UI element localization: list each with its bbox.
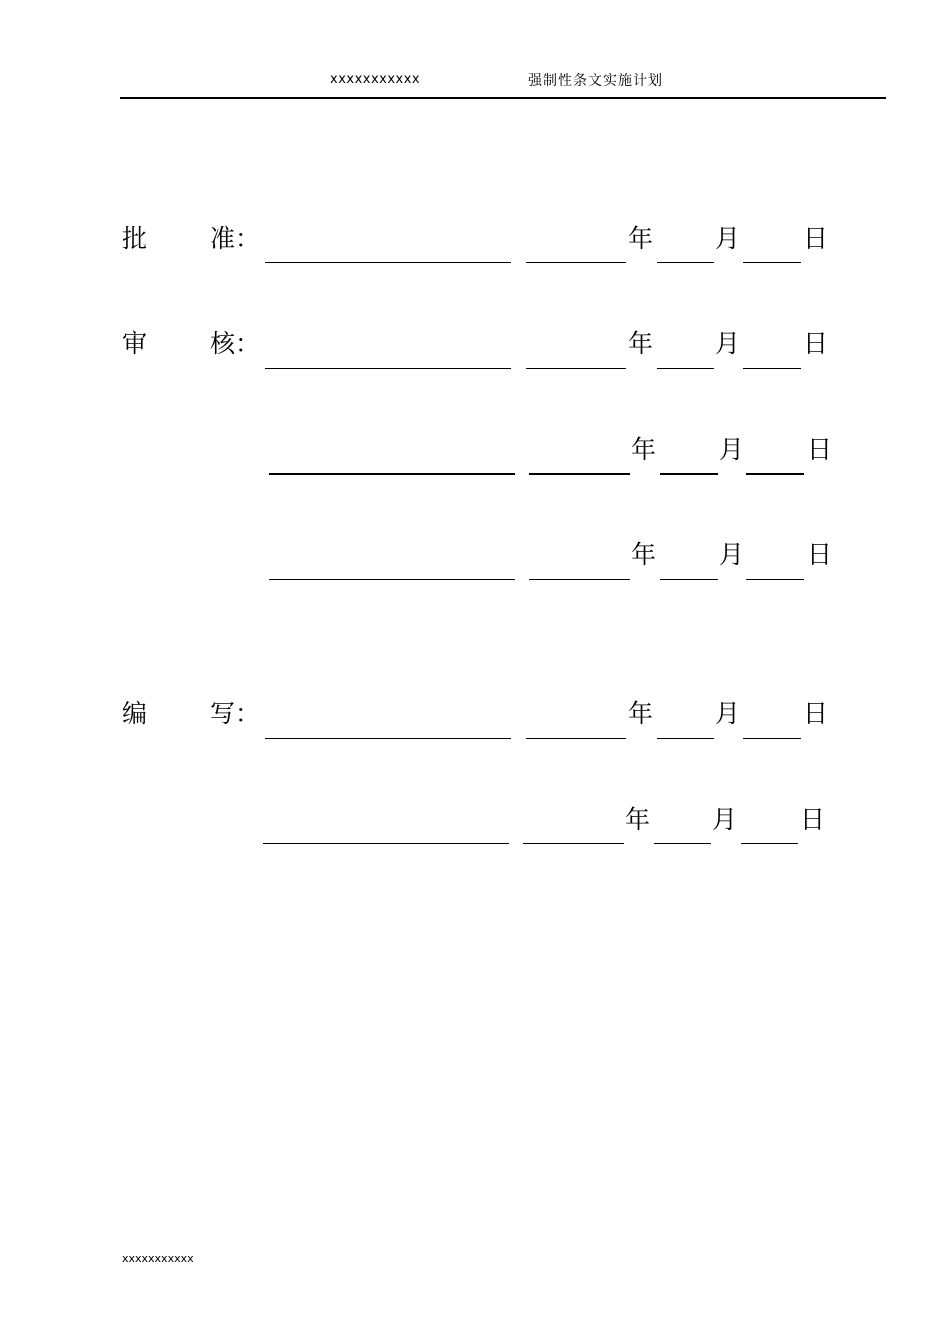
label-char-2: 准： [210, 224, 261, 253]
label-char-1: 编 [122, 699, 148, 728]
year-label: 年 [628, 329, 654, 358]
year-line[interactable] [529, 473, 630, 475]
year-label: 年 [625, 805, 651, 834]
year-label: 年 [628, 224, 654, 253]
signature-row-approve [0, 222, 950, 262]
day-line[interactable] [743, 738, 801, 739]
month-line[interactable] [660, 579, 718, 580]
signature-line[interactable] [265, 738, 511, 739]
year-line[interactable] [526, 262, 626, 263]
day-label: 日 [807, 540, 833, 569]
signature-line[interactable] [265, 368, 511, 369]
day-label: 日 [803, 329, 829, 358]
document-title: 强制性条文实施计划 [528, 73, 663, 89]
header-left-text: xxxxxxxxxxx [330, 72, 421, 87]
year-label: 年 [631, 435, 657, 464]
signature-row-compile-2 [0, 803, 950, 843]
day-label: 日 [800, 805, 826, 834]
month-label: 月 [719, 435, 745, 464]
day-line[interactable] [743, 368, 801, 369]
year-line[interactable] [526, 738, 626, 739]
footer-text: xxxxxxxxxxx [122, 1252, 194, 1265]
month-label: 月 [715, 699, 741, 728]
label-char-1: 批 [122, 224, 148, 253]
label-char-1: 审 [122, 329, 148, 358]
day-line[interactable] [746, 579, 804, 580]
day-line[interactable] [741, 843, 798, 844]
year-label: 年 [628, 699, 654, 728]
month-label: 月 [712, 805, 738, 834]
month-line[interactable] [657, 262, 714, 263]
month-line[interactable] [657, 738, 714, 739]
signature-line[interactable] [263, 843, 509, 844]
month-line[interactable] [657, 368, 714, 369]
year-line[interactable] [529, 579, 630, 580]
month-label: 月 [715, 224, 741, 253]
signature-row-compile [0, 697, 950, 737]
label-char-2: 写： [210, 699, 261, 728]
year-line[interactable] [523, 843, 624, 844]
month-line[interactable] [654, 843, 711, 844]
day-line[interactable] [743, 262, 801, 263]
signature-row-review [0, 327, 950, 367]
day-label: 日 [807, 435, 833, 464]
signature-row-review-2 [0, 433, 950, 473]
signature-row-review-3 [0, 538, 950, 578]
day-line[interactable] [746, 473, 804, 475]
day-label: 日 [803, 224, 829, 253]
signature-line[interactable] [269, 579, 515, 580]
header-rule [120, 97, 886, 99]
signature-line[interactable] [269, 473, 515, 475]
year-line[interactable] [526, 368, 626, 369]
month-label: 月 [719, 540, 745, 569]
year-label: 年 [631, 540, 657, 569]
label-char-2: 核： [210, 329, 261, 358]
month-label: 月 [715, 329, 741, 358]
month-line[interactable] [660, 473, 718, 475]
signature-line[interactable] [265, 262, 511, 263]
day-label: 日 [803, 699, 829, 728]
